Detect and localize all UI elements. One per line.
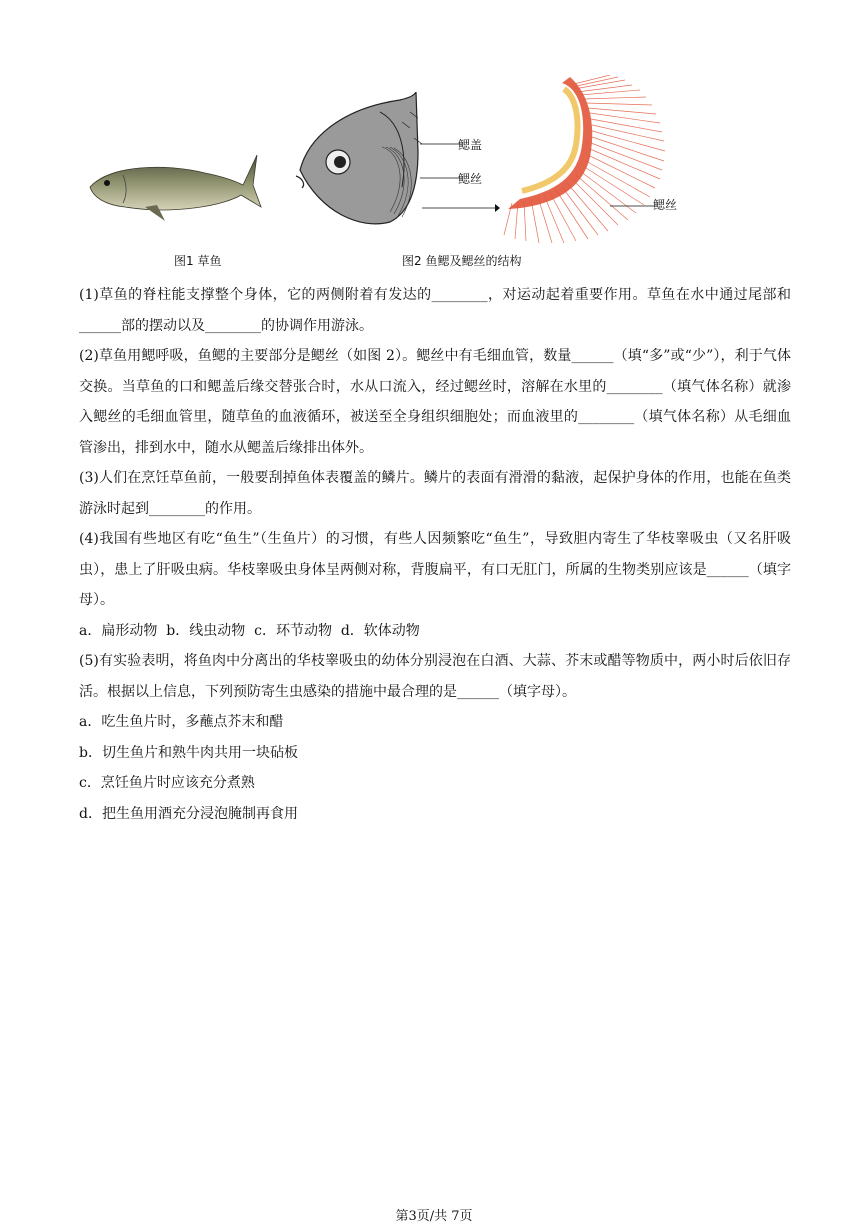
figure-2-caption: 图2 鱼鳃及鳃丝的结构 <box>402 254 522 268</box>
label-gill-filament: 鳃丝 <box>458 172 483 186</box>
gill-filament-image <box>500 75 670 245</box>
question-5-option-d: d．把生鱼用酒充分浸泡腌制再食用 <box>79 805 298 822</box>
grass-carp-image <box>85 145 265 230</box>
page-footer: 第3页/共 7页 <box>395 1209 473 1224</box>
question-4: (4)我国有些地区有吃“鱼生”（生鱼片）的习惯，有些人因频繁吃“鱼生”，导致胆内寄生了华枝睾吸虫（又名肝吸虫），患上了肝吸虫病。华枝睾吸虫身体呈两侧对称，背腹扁平，有口无肛门，所属的生物类别应该是______（填字母）。 <box>79 531 791 608</box>
gill-filament-pointer <box>610 203 655 209</box>
question-2: (2)草鱼用鳃呼吸，鱼鳃的主要部分是鳃丝（如图 2）。鳃丝中有毛细血管，数量______（填“多”或“少”），利于气体交换。当草鱼的口和鳃盖后缘交替张合时，水从口流入，经过鳃丝时，溶解在水里的________（填气体名称）就渗入鳃丝的毛细血管里，随草鱼的血液循环，被送至全身组织细胞处；而血液里的________（填气体名称）从毛细血管渗出，排到水中，随水从鳃盖后缘排出体外。 <box>79 348 791 456</box>
question-3: (3)人们在烹饪草鱼前，一般要刮掉鱼体表覆盖的鳞片。鳞片的表面有滑滑的黏液，起保护身体的作用，也能在鱼类游泳时起到________的作用。 <box>79 470 791 517</box>
question-5: (5)有实验表明，将鱼肉中分离出的华枝睾吸虫的幼体分别浸泡在白酒、大蒜、芥末或醋等物质中，两小时后依旧存活。根据以上信息，下列预防寄生虫感染的措施中最合理的是______（填字母）。 <box>79 653 791 700</box>
label-gill-filament-detail: 鳃丝 <box>653 198 678 212</box>
label-gill-cover: 鳃盖 <box>458 138 483 152</box>
question-1: (1)草鱼的脊柱能支撑整个身体，它的两侧附着有发达的________，对运动起着重要作用。草鱼在水中通过尾部和______部的摆动以及________的协调作用游泳。 <box>79 287 791 334</box>
question-5-option-b: b．切生鱼片和熟牛肉共用一块砧板 <box>79 744 298 761</box>
figure-area <box>0 0 868 270</box>
figure-1-caption: 图1 草鱼 <box>174 254 222 268</box>
fish-gill-image <box>290 92 500 232</box>
question-5-option-a: a．吃生鱼片时，多蘸点芥末和醋 <box>79 714 284 730</box>
question-content <box>79 280 791 829</box>
question-5-option-c: c．烹饪鱼片时应该充分煮熟 <box>79 775 255 791</box>
question-4-options: a．扁形动物 b．线虫动物 c．环节动物 d．软体动物 <box>79 622 420 639</box>
